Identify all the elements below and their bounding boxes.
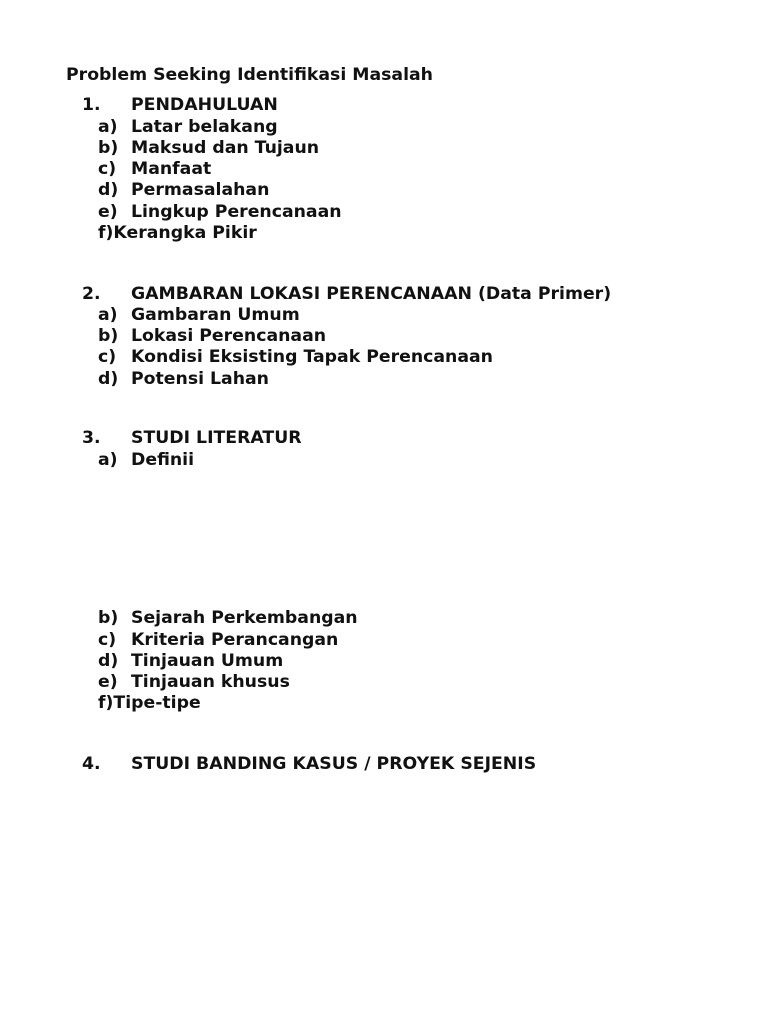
list-item-letter: c) [98,159,117,179]
list-item: Sejarah Perkembangan [131,608,358,628]
list-item: Manfaat [131,159,212,179]
list-item-letter: c) [98,630,117,650]
list-item-letter: b) [98,608,119,628]
list-item: Gambaran Umum [131,305,300,325]
list-item: Lokasi Perencanaan [131,326,327,346]
list-item: Tinjauan Umum [131,651,284,671]
list-item: Kriteria Perancangan [131,630,339,650]
list-item: Latar belakang [131,117,278,137]
list-item: Definii [131,450,195,470]
list-item-text: Tipe-tipe [113,693,201,713]
list-item: Kondisi Eksisting Tapak Perencanaan [131,347,493,367]
list-item-letter: d) [98,369,119,389]
list-item-letter: d) [98,180,119,200]
list-item [98,693,201,714]
section-number: 4. [82,754,101,774]
list-item-letter: d) [98,651,119,671]
section-number: 3. [82,428,101,448]
list-item-letter: b) [98,138,119,158]
section-heading: PENDAHULUAN [131,95,278,115]
list-item-letter: f) [98,693,114,713]
section-number: 2. [82,284,101,304]
list-item-letter: b) [98,326,119,346]
section-number: 1. [82,95,101,115]
list-item: Lingkup Perencanaan [131,202,342,222]
list-item-text: Kerangka Pikir [113,223,257,243]
list-item [98,223,257,244]
list-item-letter: a) [98,450,118,470]
section-heading: GAMBARAN LOKASI PERENCANAAN (Data Primer) [131,284,612,304]
list-item-letter: e) [98,202,118,222]
list-item-letter: f) [98,223,114,243]
list-item: Tinjauan khusus [131,672,290,692]
section-heading: STUDI BANDING KASUS / PROYEK SEJENIS [131,754,537,774]
list-item: Maksud dan Tujaun [131,138,320,158]
list-item-letter: a) [98,305,118,325]
list-item-letter: e) [98,672,118,692]
section-heading: STUDI LITERATUR [131,428,302,448]
list-item: Permasalahan [131,180,270,200]
list-item-letter: a) [98,117,118,137]
page-title: Problem Seeking Identifikasi Masalah [66,65,433,85]
list-item-letter: c) [98,347,117,367]
list-item: Potensi Lahan [131,369,269,389]
